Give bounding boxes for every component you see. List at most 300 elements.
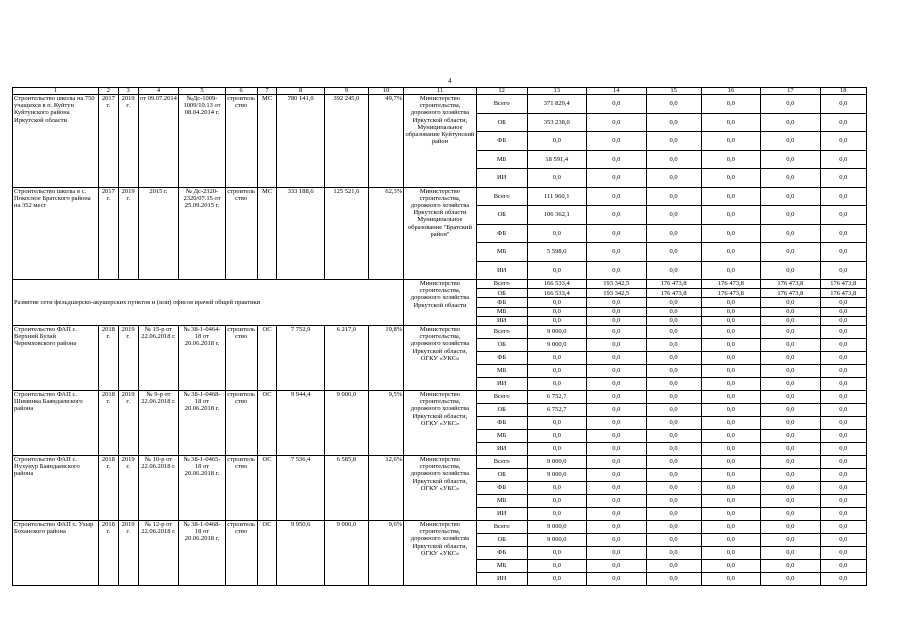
amount-cell: 0,0: [761, 224, 821, 243]
amount-cell: 0,0: [646, 442, 701, 455]
amount-cell: 176 473,8: [701, 280, 761, 289]
ownership: ОС: [257, 390, 277, 455]
amount-cell: 0,0: [701, 95, 761, 114]
amount-cell: 0,0: [701, 325, 761, 338]
object-name: Строительство ФАП с. Ухыр Боханского района: [13, 520, 99, 585]
section-row: [13, 280, 867, 289]
amount-cell: 176 473,8: [701, 289, 761, 298]
amount-cell: 0,0: [701, 572, 761, 585]
amount-cell: 0,0: [761, 507, 821, 520]
amount-cell: 0,0: [761, 468, 821, 481]
customer: Министерство строительства, дорожного хозяйства Иркутской области: [404, 280, 477, 326]
funding-source: Всего: [476, 187, 527, 206]
amount-cell: 0,0: [527, 261, 587, 280]
readiness-percent: 19,8%: [368, 325, 403, 390]
table-row: [13, 455, 867, 468]
remaining-cost: 9 000,0: [324, 520, 368, 585]
funding-source: ИИ: [476, 442, 527, 455]
amount-cell: 0,0: [761, 533, 821, 546]
work-type: строительство: [225, 390, 257, 455]
amount-cell: 176 473,8: [761, 280, 821, 289]
funding-source: ФБ: [476, 416, 527, 429]
amount-cell: 0,0: [761, 546, 821, 559]
amount-cell: 0,0: [587, 403, 647, 416]
amount-cell: 0,0: [646, 481, 701, 494]
object-name: Строительство школы на 750 учащихся в п. Куйтун Куйтунского района Иркутской области: [13, 95, 99, 188]
ownership: МС: [257, 95, 277, 188]
ownership: МС: [257, 187, 277, 280]
column-number: 17: [761, 88, 821, 95]
amount-cell: 0,0: [587, 132, 647, 151]
amount-cell: 0,0: [646, 169, 701, 188]
amount-cell: 0,0: [587, 298, 647, 307]
amount-cell: 0,0: [587, 455, 647, 468]
amount-cell: 0,0: [646, 494, 701, 507]
amount-cell: 9 000,0: [527, 338, 587, 351]
expertise-doc: № 38-1-0468-18 от 20.06.2018 г.: [179, 390, 225, 455]
amount-cell: 0,0: [761, 572, 821, 585]
funding-source: ФБ: [476, 298, 527, 307]
amount-cell: 0,0: [761, 442, 821, 455]
amount-cell: 0,0: [761, 307, 821, 316]
amount-cell: 0,0: [646, 507, 701, 520]
table-body: [13, 88, 867, 586]
amount-cell: 371 829,4: [527, 95, 587, 114]
funding-source: МБ: [476, 150, 527, 169]
amount-cell: 0,0: [646, 298, 701, 307]
amount-cell: 0,0: [527, 572, 587, 585]
customer: Министерство строительства, дорожного хозяйства Иркутской области, ОГКУ «УКС»: [404, 455, 477, 520]
table-row: [13, 187, 867, 206]
column-number: 9: [324, 88, 368, 95]
amount-cell: 0,0: [820, 132, 866, 151]
object-name: Строительство ФАП с. Нухунур Баяндаевского района: [13, 455, 99, 520]
amount-cell: 0,0: [587, 169, 647, 188]
amount-cell: 0,0: [701, 298, 761, 307]
amount-cell: 9 000,0: [527, 520, 587, 533]
amount-cell: 0,0: [820, 95, 866, 114]
estimated-cost: 780 141,0: [277, 95, 324, 188]
funding-source: ОБ: [476, 403, 527, 416]
amount-cell: 0,0: [820, 481, 866, 494]
funding-source: Всего: [476, 325, 527, 338]
amount-cell: 0,0: [646, 520, 701, 533]
end-year: 2019 г.: [118, 520, 138, 585]
amount-cell: 0,0: [587, 546, 647, 559]
column-number: 11: [404, 88, 477, 95]
amount-cell: 0,0: [587, 261, 647, 280]
amount-cell: 0,0: [820, 187, 866, 206]
customer: Министерство строительства, дорожного хозяйства Иркутской области, ОГКУ «УКС»: [404, 390, 477, 455]
funding-source: ОБ: [476, 533, 527, 546]
column-number: 7: [257, 88, 277, 95]
column-number: 12: [476, 88, 527, 95]
customer: Министерство строительства, дорожного хозяйства Иркутской области Муниципальное образование "Братский район": [404, 187, 477, 280]
column-number: 1: [13, 88, 99, 95]
amount-cell: 0,0: [820, 416, 866, 429]
column-number: 4: [138, 88, 179, 95]
funding-source: ФБ: [476, 481, 527, 494]
amount-cell: 0,0: [646, 403, 701, 416]
amount-cell: 0,0: [527, 169, 587, 188]
amount-cell: 0,0: [646, 307, 701, 316]
amount-cell: 0,0: [587, 390, 647, 403]
start-year: 2018 г.: [98, 520, 118, 585]
amount-cell: 0,0: [527, 132, 587, 151]
amount-cell: 166 533,4: [527, 289, 587, 298]
amount-cell: 18 591,4: [527, 150, 587, 169]
amount-cell: 0,0: [701, 429, 761, 442]
amount-cell: 0,0: [761, 243, 821, 262]
amount-cell: 0,0: [646, 351, 701, 364]
customer: Министерство строительства, дорожного хозяйства Иркутской области, ОГКУ «УКС»: [404, 325, 477, 390]
amount-cell: 0,0: [820, 150, 866, 169]
amount-cell: 5 598,0: [527, 243, 587, 262]
page-number: 4: [448, 77, 452, 85]
investment-program-table: [12, 87, 867, 586]
end-year: 2019 г.: [118, 187, 138, 280]
amount-cell: 0,0: [761, 338, 821, 351]
column-number: 18: [820, 88, 866, 95]
amount-cell: 0,0: [527, 307, 587, 316]
amount-cell: 0,0: [820, 206, 866, 225]
amount-cell: 0,0: [761, 364, 821, 377]
amount-cell: 0,0: [587, 559, 647, 572]
funding-source: ИИ: [476, 261, 527, 280]
funding-source: Всего: [476, 390, 527, 403]
amount-cell: 0,0: [701, 546, 761, 559]
amount-cell: 0,0: [701, 507, 761, 520]
funding-source: Всего: [476, 455, 527, 468]
amount-cell: 0,0: [820, 455, 866, 468]
amount-cell: 0,0: [761, 429, 821, 442]
start-year: 2018 г.: [98, 325, 118, 390]
amount-cell: 0,0: [646, 377, 701, 390]
end-year: 2019 г.: [118, 390, 138, 455]
expertise-doc: № 38-1-0468-18 от 20.06.2018 г.: [179, 520, 225, 585]
column-number: 10: [368, 88, 403, 95]
remaining-cost: 392 245,0: [324, 95, 368, 188]
amount-cell: 0,0: [820, 298, 866, 307]
column-number: 15: [646, 88, 701, 95]
amount-cell: 0,0: [587, 351, 647, 364]
amount-cell: 0,0: [761, 351, 821, 364]
remaining-cost: 9 000,0: [324, 390, 368, 455]
amount-cell: 0,0: [761, 325, 821, 338]
column-number-row: [13, 88, 867, 95]
amount-cell: 0,0: [761, 390, 821, 403]
start-year: 2018 г.: [98, 455, 118, 520]
ownership: ОС: [257, 520, 277, 585]
amount-cell: 176 473,8: [820, 280, 866, 289]
amount-cell: 0,0: [820, 403, 866, 416]
amount-cell: 0,0: [587, 481, 647, 494]
amount-cell: 0,0: [820, 494, 866, 507]
column-number: 6: [225, 88, 257, 95]
amount-cell: 0,0: [587, 429, 647, 442]
amount-cell: 0,0: [820, 559, 866, 572]
amount-cell: 0,0: [820, 113, 866, 132]
amount-cell: 0,0: [701, 533, 761, 546]
readiness-percent: 62,3%: [368, 187, 403, 280]
amount-cell: 0,0: [587, 187, 647, 206]
funding-source: Всего: [476, 280, 527, 289]
amount-cell: 0,0: [761, 494, 821, 507]
amount-cell: 0,0: [587, 442, 647, 455]
amount-cell: 0,0: [820, 390, 866, 403]
customer: Министерство строительства, дорожного хозяйства Иркутской области, ОГКУ «УКС»: [404, 520, 477, 585]
object-name: Строительство ФАП с. Шиминка Баяндаевского района: [13, 390, 99, 455]
amount-cell: 0,0: [587, 377, 647, 390]
amount-cell: 193 342,5: [587, 280, 647, 289]
amount-cell: 0,0: [820, 533, 866, 546]
amount-cell: 0,0: [646, 261, 701, 280]
table-row: [13, 325, 867, 338]
amount-cell: 176 473,8: [646, 280, 701, 289]
amount-cell: 0,0: [761, 261, 821, 280]
amount-cell: 9 000,0: [527, 325, 587, 338]
table-row: [13, 390, 867, 403]
ownership: ОС: [257, 325, 277, 390]
funding-source: ОБ: [476, 206, 527, 225]
estimated-cost: 7 752,9: [277, 325, 324, 390]
start-year: 2017 г.: [98, 95, 118, 188]
estimated-cost: 9 944,4: [277, 390, 324, 455]
expertise-doc: № 38-1-0464-18 от 20.06.2018 г.: [179, 325, 225, 390]
funding-source: МБ: [476, 243, 527, 262]
funding-source: ФБ: [476, 351, 527, 364]
amount-cell: 0,0: [820, 325, 866, 338]
decision-doc: № 9-р от 22.06.2018 г.: [138, 390, 179, 455]
object-name: Строительство школы в с. Покосное Братского района на 352 мест: [13, 187, 99, 280]
amount-cell: 0,0: [820, 468, 866, 481]
start-year: 2017 г.: [98, 187, 118, 280]
funding-source: МБ: [476, 307, 527, 316]
funding-source: ИИ: [476, 169, 527, 188]
column-number: 3: [118, 88, 138, 95]
funding-source: ФБ: [476, 546, 527, 559]
amount-cell: 0,0: [761, 132, 821, 151]
funding-source: ФБ: [476, 132, 527, 151]
amount-cell: 0,0: [820, 520, 866, 533]
amount-cell: 0,0: [646, 364, 701, 377]
readiness-percent: 12,6%: [368, 455, 403, 520]
start-year: 2018 г.: [98, 390, 118, 455]
amount-cell: 0,0: [820, 261, 866, 280]
table-row: [13, 520, 867, 533]
amount-cell: 0,0: [527, 224, 587, 243]
amount-cell: 0,0: [527, 481, 587, 494]
funding-source: ОБ: [476, 338, 527, 351]
column-number: 2: [98, 88, 118, 95]
amount-cell: 0,0: [701, 377, 761, 390]
amount-cell: 0,0: [587, 338, 647, 351]
amount-cell: 0,0: [761, 206, 821, 225]
amount-cell: 0,0: [820, 307, 866, 316]
amount-cell: 0,0: [646, 187, 701, 206]
decision-doc: № 15-р от 22.06.2018 г.: [138, 325, 179, 390]
amount-cell: 0,0: [701, 520, 761, 533]
work-type: строительство: [225, 95, 257, 188]
amount-cell: 0,0: [761, 113, 821, 132]
amount-cell: 0,0: [820, 429, 866, 442]
amount-cell: 0,0: [820, 546, 866, 559]
amount-cell: 0,0: [761, 316, 821, 325]
amount-cell: 0,0: [761, 481, 821, 494]
column-number: 5: [179, 88, 225, 95]
amount-cell: 176 473,8: [646, 289, 701, 298]
end-year: 2019 г.: [118, 455, 138, 520]
amount-cell: 0,0: [646, 455, 701, 468]
amount-cell: 0,0: [761, 377, 821, 390]
remaining-cost: 6 585,8: [324, 455, 368, 520]
amount-cell: 0,0: [587, 416, 647, 429]
amount-cell: 0,0: [701, 481, 761, 494]
amount-cell: 106 362,1: [527, 206, 587, 225]
work-type: строительство: [225, 325, 257, 390]
amount-cell: 176 473,8: [761, 289, 821, 298]
amount-cell: 0,0: [820, 442, 866, 455]
amount-cell: 0,0: [761, 298, 821, 307]
amount-cell: 0,0: [587, 224, 647, 243]
funding-source: ИИ: [476, 377, 527, 390]
funding-source: Всего: [476, 520, 527, 533]
funding-source: МБ: [476, 364, 527, 377]
funding-source: ИИ: [476, 507, 527, 520]
amount-cell: 0,0: [820, 364, 866, 377]
amount-cell: 0,0: [527, 559, 587, 572]
amount-cell: 0,0: [820, 169, 866, 188]
amount-cell: 111 960,1: [527, 187, 587, 206]
amount-cell: 0,0: [701, 243, 761, 262]
work-type: строительство: [225, 520, 257, 585]
funding-source: ИИ: [476, 316, 527, 325]
amount-cell: 0,0: [587, 533, 647, 546]
amount-cell: 0,0: [646, 325, 701, 338]
amount-cell: 0,0: [646, 316, 701, 325]
column-number: 8: [277, 88, 324, 95]
amount-cell: 0,0: [761, 95, 821, 114]
amount-cell: 0,0: [701, 316, 761, 325]
amount-cell: 0,0: [646, 416, 701, 429]
amount-cell: 0,0: [646, 206, 701, 225]
amount-cell: 0,0: [646, 559, 701, 572]
amount-cell: 0,0: [527, 507, 587, 520]
end-year: 2019 г.: [118, 95, 138, 188]
funding-source: ОБ: [476, 289, 527, 298]
amount-cell: 0,0: [527, 364, 587, 377]
amount-cell: 0,0: [701, 338, 761, 351]
amount-cell: 0,0: [820, 316, 866, 325]
funding-source: ОБ: [476, 113, 527, 132]
amount-cell: 0,0: [701, 187, 761, 206]
amount-cell: 0,0: [587, 316, 647, 325]
amount-cell: 0,0: [701, 403, 761, 416]
amount-cell: 0,0: [761, 187, 821, 206]
amount-cell: 0,0: [761, 150, 821, 169]
funding-source: Всего: [476, 95, 527, 114]
funding-source: ФБ: [476, 224, 527, 243]
decision-doc: № 10-р от 22.06.2018 г.: [138, 455, 179, 520]
ownership: ОС: [257, 455, 277, 520]
amount-cell: 0,0: [527, 351, 587, 364]
amount-cell: 0,0: [527, 546, 587, 559]
amount-cell: 0,0: [587, 520, 647, 533]
amount-cell: 0,0: [646, 95, 701, 114]
amount-cell: 0,0: [701, 169, 761, 188]
amount-cell: 0,0: [761, 416, 821, 429]
amount-cell: 0,0: [646, 113, 701, 132]
estimated-cost: 9 950,6: [277, 520, 324, 585]
readiness-percent: 9,6%: [368, 520, 403, 585]
amount-cell: 0,0: [587, 494, 647, 507]
remaining-cost: 125 521,6: [324, 187, 368, 280]
amount-cell: 0,0: [701, 261, 761, 280]
expertise-doc: № Дс-2320-2320/07.15 от 25.09.2015 г.: [179, 187, 225, 280]
amount-cell: 0,0: [527, 377, 587, 390]
funding-source: ОБ: [476, 468, 527, 481]
amount-cell: 0,0: [701, 455, 761, 468]
amount-cell: 0,0: [701, 351, 761, 364]
work-type: строительство: [225, 455, 257, 520]
amount-cell: 0,0: [527, 429, 587, 442]
estimated-cost: 7 536,4: [277, 455, 324, 520]
amount-cell: 166 533,4: [527, 280, 587, 289]
amount-cell: 0,0: [701, 307, 761, 316]
amount-cell: 0,0: [587, 206, 647, 225]
amount-cell: 353 238,0: [527, 113, 587, 132]
amount-cell: 9 000,0: [527, 455, 587, 468]
section-title: Развитие сети фельдшерско-акушерских пунктов и (или) офисов врачей общей практики: [13, 280, 404, 326]
amount-cell: 0,0: [587, 507, 647, 520]
amount-cell: 0,0: [587, 364, 647, 377]
expertise-doc: №Дс-1009-1009/10.13 от 08.04.2014 г.: [179, 95, 225, 188]
amount-cell: 0,0: [646, 224, 701, 243]
amount-cell: 0,0: [761, 403, 821, 416]
readiness-percent: 49,7%: [368, 95, 403, 188]
amount-cell: 0,0: [587, 325, 647, 338]
amount-cell: 0,0: [587, 307, 647, 316]
amount-cell: 0,0: [646, 150, 701, 169]
amount-cell: 0,0: [701, 113, 761, 132]
amount-cell: 0,0: [646, 390, 701, 403]
amount-cell: 0,0: [820, 338, 866, 351]
amount-cell: 193 342,5: [587, 289, 647, 298]
amount-cell: 0,0: [761, 455, 821, 468]
amount-cell: 0,0: [761, 520, 821, 533]
amount-cell: 0,0: [527, 416, 587, 429]
column-number: 16: [701, 88, 761, 95]
amount-cell: 6 752,7: [527, 390, 587, 403]
amount-cell: 0,0: [527, 494, 587, 507]
amount-cell: 0,0: [527, 442, 587, 455]
estimated-cost: 333 188,6: [277, 187, 324, 280]
readiness-percent: 9,5%: [368, 390, 403, 455]
amount-cell: 9 000,0: [527, 468, 587, 481]
work-type: строительство: [225, 187, 257, 280]
end-year: 2019 г.: [118, 325, 138, 390]
amount-cell: 0,0: [820, 572, 866, 585]
amount-cell: 9 000,0: [527, 533, 587, 546]
object-name: Строительство ФАП с. Верхний Булай Черемховского района: [13, 325, 99, 390]
funding-source: МБ: [476, 494, 527, 507]
amount-cell: 0,0: [527, 298, 587, 307]
amount-cell: 0,0: [646, 546, 701, 559]
amount-cell: 0,0: [701, 559, 761, 572]
amount-cell: 0,0: [701, 150, 761, 169]
amount-cell: 0,0: [820, 224, 866, 243]
expertise-doc: № 38-1-0465-18 от 20.06.2018 г.: [179, 455, 225, 520]
